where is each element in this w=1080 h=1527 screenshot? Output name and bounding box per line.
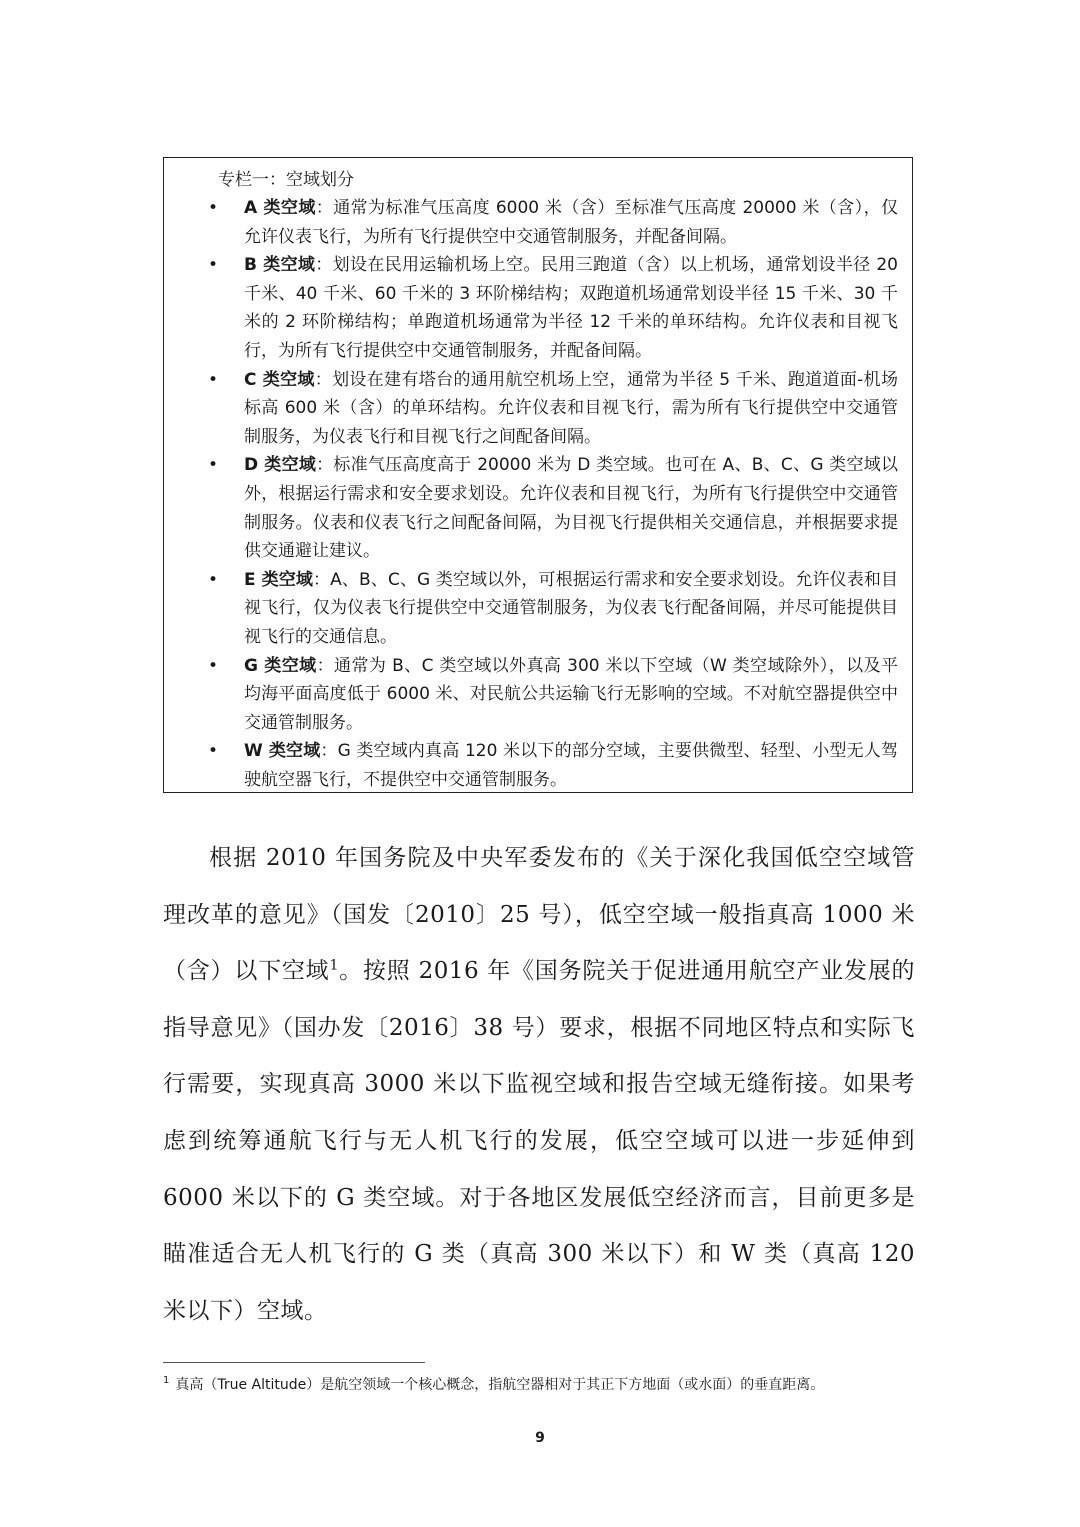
bullet-icon: • [208, 198, 219, 218]
class-description: ：标准气压高度高于 20000 米为 D 类空域。也可在 A、B、C、G 类空域以外，根据运行需求和安全要求划设。允许仪表和目视飞行，为所有飞行提供空中交通管制服务。仪表和仪表飞行之间配备间隔，为目视飞行提供相关交通信息，并根据要求提供交通避让建议。 [244, 455, 898, 562]
list-item-class-c [184, 366, 898, 452]
paragraph-text-part-1: 根据 2010 年国务院及中央军委发布的《关于深化我国低空空域管理改革的意见》（国发〔2010〕25 号），低空空域一般指真高 1000 米（含）以下空域 [163, 845, 915, 985]
list-item-class-a [184, 194, 898, 251]
footnote [163, 1374, 963, 1396]
class-description: ：划设在民用运输机场上空。民用三跑道（含）以上机场，通常划设半径 20 千米、40 千米、60 千米的 3 环阶梯结构；双跑道机场通常划设半径 15 千米、30 千米的 2 环阶梯结构；单跑道机场通常为半径 12 千米的单环结构。允许仪表和目视飞行，为所有飞行提供空中交通管制服务，并配备间隔。 [244, 255, 898, 361]
class-description: ：A、B、C、G 类空域以外，可根据运行需求和安全要求划设。允许仪表和目视飞行，仅为仪表飞行提供空中交通管制服务，为仪表飞行配备间隔，并尽可能提供目视飞行的交通信息。 [244, 569, 898, 647]
footnote-reference[interactable]: 1 [329, 957, 339, 974]
footnote-divider [163, 1362, 425, 1363]
bullet-icon: • [208, 455, 219, 476]
class-name: B 类空域 [244, 255, 316, 276]
bullet-icon: • [208, 741, 219, 762]
class-name: W 类空域 [244, 741, 321, 762]
airspace-class-list [184, 194, 898, 794]
class-description: ：通常为 B、C 类空域以外真高 300 米以下空域（W 类空域除外），以及平均海平面高度低于 6000 米、对民航公共运输飞行无影响的空域。不对航空器提供空中交通管制服务。 [244, 655, 899, 733]
body-text [163, 830, 915, 1339]
list-item-class-w [184, 737, 898, 794]
list-item-class-d [184, 451, 898, 565]
class-description: ：划设在建有塔台的通用航空机场上空，通常为半径 5 千米、跑道道面-机场标高 600 米（含）的单环结构。允许仪表和目视飞行，需为所有飞行提供空中交通管制服务，为仪表飞行和目视飞行之间配备间隔。 [244, 369, 898, 447]
class-name: C 类空域 [244, 369, 315, 390]
body-paragraph [163, 830, 915, 1339]
list-item-class-b [184, 251, 898, 365]
bullet-icon: • [208, 655, 219, 676]
sidebar-title: 专栏一：空域划分 [218, 170, 354, 190]
class-description: ：G 类空域内真高 120 米以下的部分空域，主要供微型、轻型、小型无人驾驶航空器飞行，不提供空中交通管制服务。 [244, 741, 898, 790]
class-name: D 类空域 [244, 455, 317, 476]
bullet-icon: • [208, 569, 219, 590]
sidebar-box [163, 157, 913, 793]
list-item-class-e [184, 566, 898, 652]
paragraph-text-part-2: 。按照 2016 年《国务院关于促进通用航空产业发展的指导意见》（国办发〔2016〕38 号）要求，根据不同地区特点和实际飞行需要，实现真高 3000 米以下监视空域和报告空域无缝衔接。如果考虑到统筹通航飞行与无人机飞行的发展，低空空域可以进一步延伸到 6000 米以下的 G 类空域。对于各地区发展低空经济而言，目前更多是瞄准适合无人机飞行的 G 类（真高 300 米以下）和 W 类（真高 120 米以下）空域。 [163, 958, 916, 1324]
class-name: A 类空域 [244, 198, 316, 218]
class-name: E 类空域 [244, 569, 314, 590]
list-item-class-g [184, 652, 898, 738]
bullet-icon: • [208, 255, 219, 276]
page-number: 9 [535, 1430, 545, 1446]
class-name: G 类空域 [244, 655, 317, 676]
class-description: ：通常为标准气压高度 6000 米（含）至标准气压高度 20000 米（含），仅允许仪表飞行，为所有飞行提供空中交通管制服务，并配备间隔。 [244, 198, 898, 247]
footnote-text: 真高（True Altitude）是航空领域一个核心概念，指航空器相对于其正下方地面（或水面）的垂直距离。 [175, 1377, 825, 1393]
footnote-mark: 1 [163, 1375, 170, 1387]
bullet-icon: • [208, 369, 219, 390]
